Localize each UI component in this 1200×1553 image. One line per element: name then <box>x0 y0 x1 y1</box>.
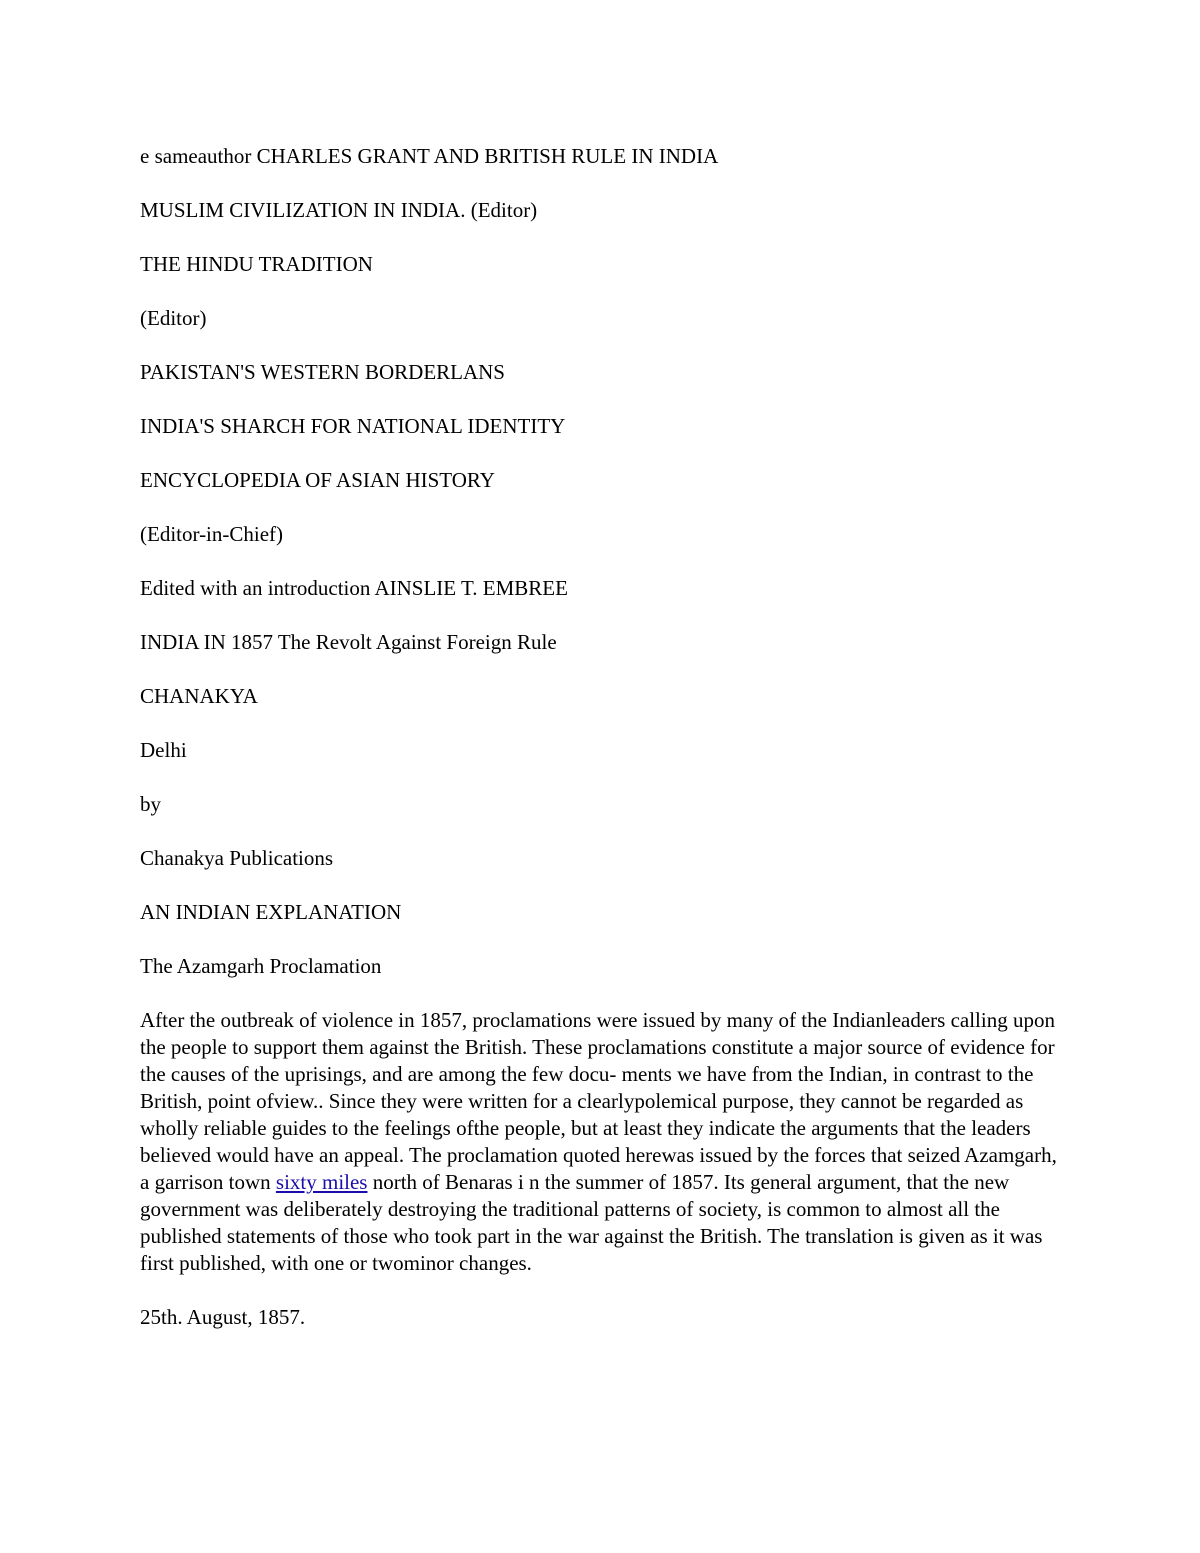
editor-credit: Edited with an introduction AINSLIE T. EMBREE <box>140 576 568 600</box>
book-title-pakistan-borderlands: PAKISTAN'S WESTERN BORDERLANS <box>140 360 505 384</box>
date-line: 25th. August, 1857. <box>140 1305 306 1329</box>
book-title-national-identity: INDIA'S SHARCH FOR NATIONAL IDENTITY <box>140 414 566 438</box>
document-page <box>140 143 1060 1358</box>
editor-in-chief-note: (Editor-in-Chief) <box>140 522 284 546</box>
publisher-full-name: Chanakya Publications <box>140 846 334 870</box>
publisher-city: Delhi <box>140 738 187 762</box>
publisher-name: CHANAKYA <box>140 684 258 708</box>
editor-note: (Editor) <box>140 306 207 330</box>
book-title: INDIA IN 1857 The Revolt Against Foreign Rule <box>140 630 557 654</box>
by-line: by <box>140 792 161 816</box>
book-title-encyclopedia: ENCYCLOPEDIA OF ASIAN HISTORY <box>140 468 495 492</box>
other-works-heading: e sameauthor CHARLES GRANT AND BRITISH RULE IN INDIA <box>140 144 719 168</box>
book-title-muslim-civilization: MUSLIM CIVILIZATION IN INDIA. (Editor) <box>140 198 538 222</box>
paragraph-text-before-link: After the outbreak of violence in 1857, proclamations were issued by many of the Indianleaders calling upon the people to support them against the British. These proclamations constitute a major source of evidence for the causes of the uprisings, and are among the few docu- ments we have from the Indian, in contrast to the British, point ofview.. Since they were written for a clearlypolemical purpose, they cannot be regarded as wholly reliable guides to the feelings ofthe people, but at least they indicate the arguments that the leaders believed would have an appeal. The proclamation quoted herewas issued by the forces that seized Azamgarh, a garrison town <box>140 1008 1057 1194</box>
book-title-hindu-tradition: THE HINDU TRADITION <box>140 252 373 276</box>
sixty-miles-link[interactable]: sixty miles <box>275 1170 368 1194</box>
section-heading: AN INDIAN EXPLANATION <box>140 900 402 924</box>
paragraph-text-after-link: north of Benaras i n the summer of 1857. Its general argument, that the new government was deliberately destroying the traditional patterns of society, is common to almost all the published statements of those who took part in the war against the British. The translation is given as it was first published, with one or twominor changes. <box>140 1170 1043 1275</box>
body-paragraph <box>140 1007 1060 1277</box>
section-subheading: The Azamgarh Proclamation <box>140 954 382 978</box>
